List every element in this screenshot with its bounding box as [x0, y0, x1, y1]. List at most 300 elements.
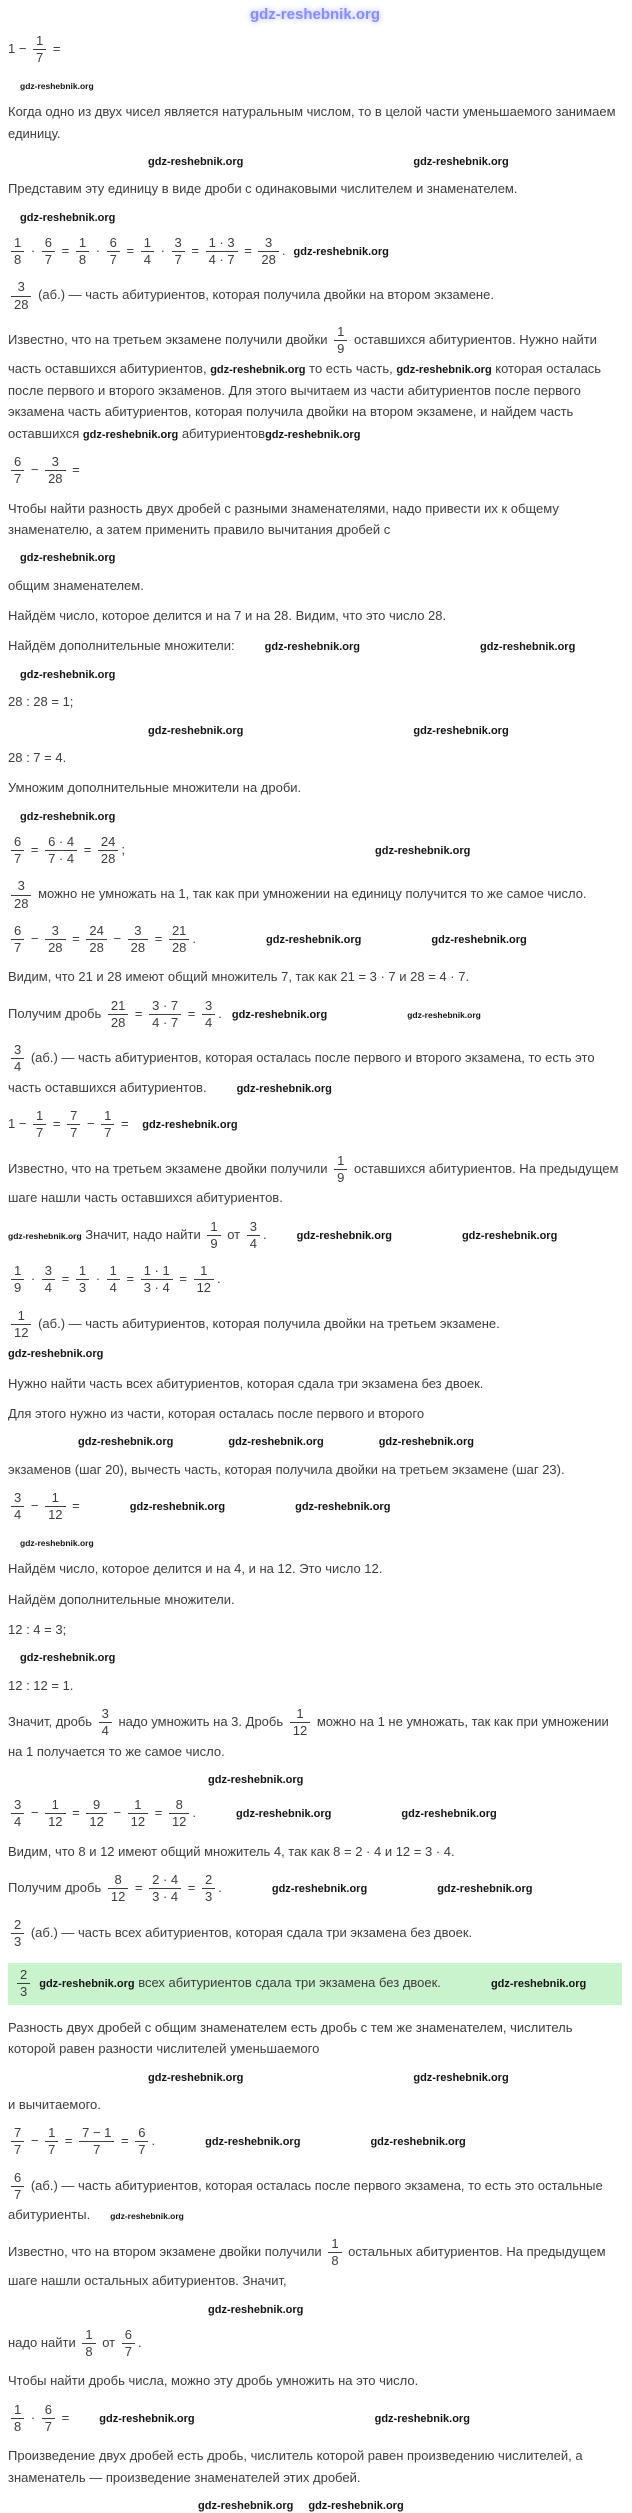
fraction: [334, 324, 347, 358]
fraction-denominator: 28: [258, 251, 278, 268]
fraction-denominator: 28: [45, 939, 65, 956]
fraction-numerator: 8: [114, 1872, 122, 1888]
text-run: то есть часть,: [305, 361, 397, 377]
text-run: всех абитуриентов сдала три экзамена без двоек.: [134, 1975, 441, 1991]
fraction: [107, 235, 120, 269]
paragraph-fraction-of-number: [8, 2370, 622, 2391]
text-run: можно не умножать на 1, так как при умножении на единицу получится то же самое число.: [34, 886, 587, 902]
fraction-denominator: 28: [45, 470, 65, 487]
fraction-denominator: 9: [207, 1235, 220, 1252]
fraction: [128, 923, 148, 957]
fraction-denominator: 3: [17, 1983, 30, 2000]
site-watermark: gdz-reshebnik.org: [231, 1008, 328, 1021]
line-reduce-8-12: [8, 1871, 622, 1907]
spacer: [8, 2508, 198, 2509]
text-run: Когда одно из двух чисел является натуральным числом, то в целой части уменьшаемого занимаем единицу.: [8, 104, 616, 141]
fraction-denominator: 12: [290, 1722, 310, 1739]
fraction-denominator: 7: [11, 939, 24, 956]
formula-9-12-minus-1-12: [8, 1796, 622, 1832]
fraction-denominator: 7: [33, 1124, 46, 1141]
fraction: [76, 1263, 89, 1297]
watermark-row: [8, 153, 622, 169]
text-run: от: [98, 2334, 119, 2350]
text-run: абитуриентов: [178, 425, 266, 441]
text-run: =: [187, 242, 203, 258]
fraction-numerator: 7 − 1: [82, 2125, 112, 2141]
fraction: [17, 1967, 30, 2001]
fraction: [76, 235, 89, 269]
site-watermark: gdz-reshebnik.org: [265, 428, 361, 441]
text-run: =: [122, 1271, 138, 1287]
text-run: =: [80, 841, 95, 857]
text-run: =: [184, 1005, 199, 1021]
fraction: [290, 1706, 310, 1740]
text-run: (аб.) — часть абитуриентов, которая осталась после первого экзамена, то есть это остальные абитуриенты.: [8, 2177, 603, 2223]
text-run: −: [27, 1498, 43, 1514]
fraction-numerator: 3: [17, 279, 25, 295]
fraction-denominator: 28: [98, 850, 118, 867]
fraction-denominator: 12: [169, 1813, 189, 1830]
site-watermark: gdz-reshebnik.org: [210, 364, 306, 377]
fraction-denominator: 12: [194, 1279, 214, 1296]
fraction-denominator: 12: [108, 1888, 128, 1905]
text-run: ·: [27, 1271, 39, 1287]
fraction: [202, 1872, 215, 1906]
paragraph-method-2: [8, 1459, 622, 1480]
text-run: .: [151, 2133, 156, 2149]
fraction-denominator: 4: [202, 1014, 215, 1031]
fraction-numerator: 21: [171, 922, 187, 938]
fraction: [149, 998, 181, 1032]
fraction-numerator: 6: [109, 234, 117, 250]
fraction-denominator: 12: [11, 1324, 31, 1341]
fraction: [11, 2170, 24, 2204]
fraction-denominator: 7: [11, 850, 24, 867]
text-run: Разность двух дробей с общим знаменателем есть дробь с тем же знаменателем, числитель которой равен разности числителей уменьшаемого: [8, 2019, 573, 2057]
text-run: (аб.) — часть абитуриентов, которая получила двойки на третьем экзамене.: [34, 1315, 500, 1331]
site-watermark: gdz-reshebnik.org: [129, 1501, 226, 1514]
spacer: [300, 2144, 370, 2145]
spacer: [286, 254, 294, 255]
text-run: 1 −: [8, 1116, 31, 1132]
text-run: остальных абитуриентов. На предыдущем шаге нашли остальных абитуриентов. Значит,: [8, 2243, 606, 2289]
fraction-numerator: 24: [100, 833, 116, 849]
spacer: [207, 1091, 237, 1092]
spacer: [267, 1238, 297, 1239]
fraction-numerator: 3: [174, 234, 182, 250]
fraction-numerator: 3: [249, 1218, 257, 1234]
fraction: [247, 1219, 260, 1253]
spacer: [8, 1782, 208, 1783]
document-body: [8, 32, 622, 2513]
fraction-numerator: 1: [109, 1263, 117, 1279]
text-run: (аб.) — часть всех абитуриентов, которая сдала три экзамена без двоек.: [27, 1924, 473, 1940]
text-run: ·: [156, 242, 169, 258]
fraction-numerator: 3: [14, 1042, 22, 1058]
site-watermark: gdz-reshebnik.org: [20, 810, 116, 823]
spacer: [195, 2421, 375, 2422]
fraction-numerator: 1: [78, 1263, 87, 1279]
spacer: [331, 1816, 401, 1817]
fraction: [11, 2402, 24, 2436]
fraction-denominator: 3: [11, 1933, 24, 1950]
fraction-numerator: 3: [14, 1490, 22, 1506]
text-run: =: [131, 1880, 147, 1896]
fraction-denominator: 7: [11, 2141, 24, 2158]
text-run: =: [117, 2133, 133, 2149]
text-run: .: [218, 1005, 222, 1021]
text-run: Найдём число, которое делится и на 7 и на 28. Видим, что это число 28.: [8, 608, 447, 624]
text-run: 1 −: [8, 41, 31, 57]
site-watermark: gdz-reshebnik.org: [413, 155, 509, 168]
fraction: [86, 923, 106, 957]
spacer: [125, 853, 375, 854]
text-run: ·: [92, 242, 104, 258]
fraction: [33, 1108, 46, 1142]
fraction-numerator: 1: [36, 1108, 44, 1124]
highlight-answer: [8, 1963, 622, 2005]
fraction-numerator: 1: [36, 33, 44, 48]
fraction-denominator: 7: [67, 1124, 80, 1141]
formula-1-9-times-3-4: [8, 1262, 622, 1298]
paragraph-6-7-result: [8, 2169, 622, 2226]
text-run: 12 : 12 = 1.: [8, 1677, 74, 1693]
spacer: [235, 649, 265, 650]
fraction-numerator: 1: [331, 2235, 339, 2251]
paragraph-find-multipliers-2: [8, 1589, 622, 1610]
fraction-numerator: 3: [204, 997, 213, 1013]
fraction-numerator: 1: [14, 2401, 22, 2417]
spacer: [8, 1444, 78, 1445]
paragraph-represent-unit: [8, 178, 622, 199]
text-run: 12 : 4 = 3;: [8, 1622, 67, 1637]
site-watermark: gdz-reshebnik.org: [375, 844, 471, 857]
fraction: [11, 1263, 24, 1297]
fraction-denominator: 12: [128, 1813, 148, 1830]
spacer: [441, 1986, 491, 1987]
fraction-numerator: 3: [44, 1263, 53, 1279]
fraction-denominator: 4 · 7: [206, 251, 238, 268]
text-run: =: [58, 1271, 73, 1287]
spacer: [327, 1017, 407, 1018]
watermark-row: [8, 1771, 622, 1787]
text-run: Найдём число, которое делится и на 4, и на 12. Это число 12.: [8, 1561, 383, 1577]
fraction-numerator: 3: [101, 1706, 109, 1722]
text-run: −: [27, 1805, 43, 1821]
fraction-denominator: 4: [247, 1235, 260, 1252]
text-run: =: [68, 1805, 84, 1821]
text-run: .: [192, 930, 197, 946]
fraction-numerator: 1 · 1: [143, 1263, 170, 1279]
site-watermark: gdz-reshebnik.org: [236, 1082, 332, 1095]
fraction: [79, 2125, 114, 2159]
spacer: [324, 1444, 379, 1445]
text-run: =: [49, 41, 61, 57]
spacer: [360, 649, 480, 650]
watermark-row: [8, 2069, 622, 2085]
fraction: [11, 878, 31, 912]
fraction: [11, 834, 24, 868]
spacer: [173, 1444, 228, 1445]
fraction: [101, 1108, 114, 1142]
fraction-denominator: 8: [76, 251, 89, 268]
site-watermark: gdz-reshebnik.org: [407, 1009, 481, 1020]
site-watermark: gdz-reshebnik.org: [370, 2136, 466, 2149]
site-watermark: gdz-reshebnik.org: [20, 80, 94, 91]
fraction: [202, 998, 215, 1032]
text-run: ·: [27, 242, 39, 258]
fraction-denominator: 4: [11, 1058, 24, 1075]
spacer: [367, 1891, 437, 1892]
site-watermark: gdz-reshebnik.org: [78, 1436, 174, 1449]
paragraph-find-12: [8, 1558, 622, 1579]
text-run: Видим, что 21 и 28 имеют общий множитель 7, так как 21 = 3 · 7 и 28 = 4 · 7.: [8, 969, 470, 985]
text-run: −: [109, 930, 125, 946]
site-watermark: gdz-reshebnik.org: [413, 724, 509, 737]
site-watermark: gdz-reshebnik.org: [142, 1119, 238, 1132]
fraction-denominator: 7: [11, 2186, 24, 2203]
text-run: .: [218, 1880, 222, 1896]
spacer: [8, 2080, 148, 2081]
fraction: [108, 1872, 128, 1906]
site-watermark: gdz-reshebnik.org: [198, 2500, 294, 2512]
fraction-numerator: 1: [17, 1307, 25, 1323]
formula-6-7-minus-3-28: [8, 453, 622, 489]
watermark-row: [8, 808, 622, 824]
text-run: можно на 1 не умножать, так как при умножении на 1 получается то же самое число.: [8, 1714, 609, 1759]
fraction-denominator: 28: [11, 895, 31, 912]
fraction: [45, 454, 65, 488]
paragraph-diff-rule: [8, 2017, 622, 2060]
fraction: [334, 1153, 347, 1187]
fraction: [42, 2402, 55, 2436]
fraction: [122, 2327, 135, 2361]
text-run: =: [68, 930, 84, 946]
text-run: Найдём дополнительные множители.: [8, 1591, 235, 1607]
text-run: (аб.) — часть абитуриентов, которая получила двойки на втором экзамене.: [34, 287, 494, 303]
fraction-numerator: 6: [124, 2326, 132, 2342]
text-run: Известно, что на втором экзамене двойки получили: [8, 2243, 326, 2259]
paragraph-third-exam-2: [8, 1152, 622, 1209]
fraction-denominator: 9: [334, 1169, 347, 1186]
site-watermark: gdz-reshebnik.org: [20, 211, 116, 224]
fraction-denominator: 8: [11, 251, 24, 268]
spacer: [90, 2218, 110, 2219]
text-run: =: [131, 1005, 147, 1021]
fraction-denominator: 28: [11, 296, 31, 313]
text-run: .: [217, 1271, 221, 1287]
spacer: [8, 220, 20, 221]
paragraph-goal: [8, 1373, 622, 1394]
text-run: от: [223, 1226, 244, 1242]
paragraph-2-3-result: [8, 1916, 622, 1952]
text-run: Получим дробь: [8, 1880, 105, 1896]
paragraph-common-factor-7: [8, 966, 622, 987]
text-run: .: [262, 1226, 267, 1242]
text-run: (аб.) — часть абитуриентов, которая осталась после первого и второго экзамена, то есть это часть оставшихся абитуриентов.: [8, 1050, 595, 1095]
fraction: [99, 1706, 112, 1740]
site-watermark: gdz-reshebnik.org: [437, 1883, 533, 1896]
text-run: =: [58, 242, 73, 258]
line-find-1-8-of-6-7: [8, 2326, 622, 2362]
text-run: =: [58, 2409, 70, 2425]
text-run: ;: [121, 841, 125, 857]
paragraph-multiply-by-3: [8, 1705, 622, 1762]
fraction-numerator: 1: [143, 234, 151, 250]
fraction-numerator: 3 · 7: [152, 997, 179, 1013]
paragraph-common-denominator: [8, 575, 622, 596]
fraction: [149, 1872, 181, 1906]
fraction-numerator: 6: [44, 234, 53, 250]
fraction-numerator: 3: [134, 922, 142, 938]
text-run: =: [27, 841, 43, 857]
fraction-numerator: 1: [200, 1263, 208, 1279]
line-find-multipliers: [8, 635, 622, 656]
fraction-numerator: 1: [51, 1797, 59, 1813]
fraction-denominator: 7: [45, 2141, 58, 2158]
spacer: [243, 164, 413, 165]
site-watermark: gdz-reshebnik.org: [461, 1229, 558, 1242]
spacer: [243, 2080, 413, 2081]
text-run: .: [192, 1805, 197, 1821]
fraction-numerator: 7: [70, 1108, 78, 1124]
fraction: [45, 834, 77, 868]
fraction-numerator: 3: [17, 878, 25, 894]
fraction: [328, 2236, 341, 2270]
site-watermark: gdz-reshebnik.org: [266, 933, 362, 946]
fraction-numerator: 6 · 4: [48, 833, 75, 849]
site-watermark: gdz-reshebnik.org: [8, 1348, 104, 1361]
paragraph-third-exam: [8, 323, 622, 444]
spacer: [69, 2421, 99, 2422]
fraction: [206, 235, 238, 269]
text-run: =: [184, 1880, 199, 1896]
spacer: [155, 2144, 205, 2145]
fraction-denominator: 4 · 7: [149, 1014, 181, 1031]
text-run: −: [27, 462, 43, 478]
fraction-numerator: 1: [134, 1797, 142, 1813]
text-run: −: [27, 930, 43, 946]
fraction-denominator: 4: [11, 1506, 24, 1523]
paragraph-product-rule: [8, 2445, 622, 2488]
watermark-row: [8, 666, 622, 682]
spacer: [222, 1891, 272, 1892]
text-run: Получим дробь: [8, 1005, 105, 1021]
spacer: [8, 560, 20, 561]
fraction-denominator: 7: [11, 470, 24, 487]
fraction: [107, 1263, 120, 1297]
formula-3-4-minus-1-12: [8, 1489, 622, 1525]
text-run: Значит, дробь: [8, 1714, 96, 1730]
fraction-numerator: 6: [14, 2169, 22, 2185]
fraction: [11, 1308, 31, 1342]
fraction-denominator: 12: [45, 1506, 65, 1523]
spacer: [196, 942, 266, 943]
formula-product-1-8-times-6-7: [8, 234, 622, 270]
fraction-denominator: 4: [107, 1279, 120, 1296]
watermark-row: [8, 722, 622, 738]
site-watermark: gdz-reshebnik.org: [205, 2136, 301, 2149]
fraction-numerator: 1: [85, 2326, 93, 2342]
fraction: [11, 235, 24, 269]
site-watermark: gdz-reshebnik.org: [308, 2500, 404, 2512]
paragraph-borrow-unit: [8, 101, 622, 144]
site-watermark: gdz-reshebnik.org: [271, 1883, 368, 1896]
text-run: Чтобы найти разность двух дробей с разными знаменателями, надо привести их к общему знаменателю, а затем применить правило вычитания дробей с: [8, 500, 559, 537]
fraction: [11, 923, 24, 957]
text-run: =: [240, 242, 256, 258]
fraction: [11, 1917, 24, 1951]
text-run: −: [83, 1116, 99, 1132]
fraction-denominator: 4: [141, 251, 154, 268]
watermark-row-bottom: [8, 2497, 622, 2513]
fraction-numerator: 1: [14, 1263, 22, 1279]
spacer: [132, 1127, 142, 1128]
text-run: −: [27, 2133, 43, 2149]
fraction: [11, 1042, 24, 1076]
paragraph-common-factor-4: [8, 1841, 622, 1862]
fraction: [169, 1797, 189, 1831]
fraction-denominator: 4: [11, 1813, 24, 1830]
fraction-denominator: 7: [42, 251, 55, 268]
watermark-row: [8, 1433, 622, 1449]
fraction-denominator: 4: [99, 1722, 112, 1739]
site-watermark: gdz-reshebnik.org: [236, 1808, 332, 1821]
fraction-denominator: 8: [11, 2418, 24, 2435]
fraction: [42, 235, 55, 269]
line-12-div-4: [8, 1619, 622, 1640]
site-watermark: gdz-reshebnik.org: [20, 1537, 94, 1548]
formula-1-minus-1-7-expanded: [8, 1107, 622, 1143]
fraction-denominator: 7: [107, 251, 120, 268]
text-run: Видим, что 8 и 12 имеют общий множитель 4, так как 8 = 2 · 4 и 12 = 3 · 4.: [8, 1843, 455, 1859]
fraction-numerator: 1: [51, 1490, 59, 1506]
fraction-denominator: 7 · 4: [45, 850, 77, 867]
fraction: [42, 1263, 55, 1297]
fraction-numerator: 1: [78, 234, 87, 250]
formula-6-7-to-24-28: [8, 833, 622, 869]
site-watermark: gdz-reshebnik.org: [479, 641, 576, 654]
fraction-numerator: 1: [296, 1706, 304, 1722]
line-reduce-21-28: [8, 997, 622, 1033]
fraction-denominator: 28: [86, 939, 106, 956]
fraction-numerator: 1: [210, 1218, 218, 1234]
spacer: [361, 942, 431, 943]
paragraph-1-12-result: [8, 1307, 622, 1364]
site-watermark: gdz-reshebnik.org: [431, 933, 527, 946]
text-run: =: [61, 2133, 77, 2149]
site-watermark-header: gdz-reshebnik.org: [249, 6, 380, 23]
spacer: [500, 1327, 540, 1328]
spacer: [8, 733, 148, 734]
site-watermark: gdz-reshebnik.org: [110, 2211, 184, 2222]
site-watermark: gdz-reshebnik.org: [396, 364, 492, 377]
fraction-denominator: 3 · 4: [141, 1279, 173, 1296]
site-watermark: gdz-reshebnik.org: [490, 1978, 587, 1991]
fraction: [141, 235, 154, 269]
paragraph-diff-rule-2: [8, 2094, 622, 2115]
text-run: надо умножить на 3. Дробь: [114, 1714, 287, 1730]
text-run: надо найти: [8, 2334, 80, 2350]
fraction: [172, 235, 185, 269]
fraction-denominator: 28: [169, 939, 189, 956]
paragraph-second-exam: [8, 2235, 622, 2292]
site-watermark: gdz-reshebnik.org: [296, 1229, 392, 1242]
spacer: [8, 164, 148, 165]
fraction: [135, 2125, 148, 2159]
fraction: [169, 923, 189, 957]
text-run: экзаменов (шаг 20), вычесть часть, которая получила двойки на третьем экзамене (шаг 23).: [8, 1461, 565, 1477]
